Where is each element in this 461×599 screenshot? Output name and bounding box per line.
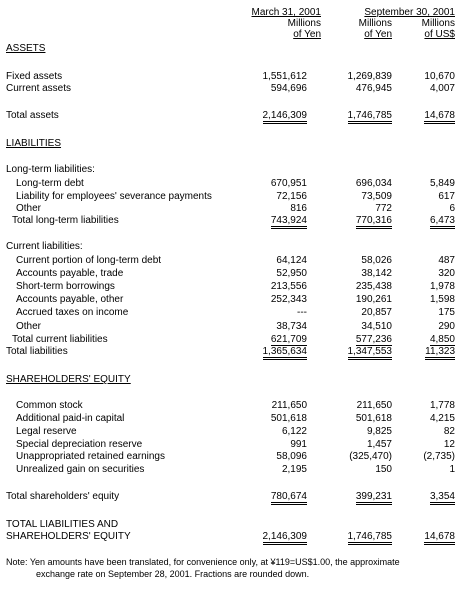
row-value-col3: 82 [443,426,455,437]
row-label: Current liabilities: [6,241,83,252]
row-label: Long-term debt [16,178,84,189]
row-label: Total current liabilities [12,334,108,345]
row-value-col1: 816 [290,203,307,214]
row-value-col3: 14,678 [400,531,455,545]
table-row [0,241,461,253]
table-row [0,400,461,412]
table-row [0,321,461,333]
row-label: Accrued taxes on income [16,307,129,318]
row-value-col3: 6,473 [400,215,455,229]
row-value-col2: 20,857 [361,307,392,318]
row-label: Liability for employees' severance payments [16,191,212,202]
row-value-col3: 12 [443,439,455,450]
row-value-col3: 617 [438,191,455,202]
section-heading [0,138,461,150]
row-value-col2: 770,316 [316,215,392,229]
col2-header [345,7,455,18]
table-row [0,439,461,451]
table-row [0,268,461,280]
table-row [0,203,461,215]
row-value-col2: 211,650 [356,400,392,411]
row-value-col3: 10,670 [424,71,455,82]
row-value-col2: (325,470) [349,451,392,462]
table-row [0,451,461,463]
row-label: Total shareholders' equity [6,491,120,502]
footnote-line1: Note: Yen amounts have been translated, for convenience only, at ¥119=US$1.00, the approximate [6,557,400,567]
row-value-col3: 1 [449,464,455,475]
col1-unit2: of Yen [293,29,321,40]
table-row [0,491,461,503]
row-value-col3: 1,778 [429,400,455,411]
row-value-col1: 211,650 [271,400,307,411]
table-row [0,413,461,425]
row-value-col3: 175 [438,307,455,318]
row-value-col3: 4,850 [429,334,455,345]
row-value-col2: 1,347,553 [316,346,392,360]
row-label: SHAREHOLDERS' EQUITY [6,531,131,542]
col2-units [316,18,392,40]
table-row [0,334,461,346]
row-value-col1: 621,709 [270,334,307,345]
row-label: ASSETS [6,43,46,54]
row-value-col1: 594,696 [270,83,307,94]
row-label: Total assets [6,110,59,121]
table-row [0,164,461,176]
row-value-col3: 14,678 [400,110,455,124]
section-heading [0,43,461,55]
table-row [0,215,461,227]
row-value-col1: 780,674 [231,491,307,505]
row-label: Special depreciation reserve [16,439,143,450]
row-label: Current assets [6,83,72,94]
col3-unit2: of US$ [424,29,455,40]
row-label: Fixed assets [6,71,63,82]
row-value-col2: 501,618 [355,413,392,424]
row-value-col2: 34,510 [361,321,392,332]
row-label: Long-term liabilities: [6,164,95,175]
row-value-col2: 235,438 [355,281,392,292]
row-value-col1: 38,734 [276,321,307,332]
row-value-col1: 670,951 [270,178,307,189]
row-label: Additional paid-in capital [16,413,125,424]
row-value-col3: 5,849 [429,178,455,189]
row-value-col1: 991 [290,439,307,450]
row-value-col2: 399,231 [316,491,392,505]
col1-unit1: Millions [287,18,321,29]
row-value-col2: 38,142 [361,268,392,279]
row-value-col3: 1,978 [429,281,455,292]
row-value-col2: 1,269,839 [347,71,392,82]
row-value-col1: 1,551,612 [262,71,307,82]
row-label: Accounts payable, trade [16,268,124,279]
row-value-col2: 73,509 [361,191,392,202]
table-row [0,464,461,476]
row-value-col2: 577,236 [355,334,392,345]
row-label: Total liabilities [6,346,68,357]
table-row [0,426,461,438]
row-value-col1: 6,122 [281,426,307,437]
table-row [0,531,461,543]
col3-unit1: Millions [421,18,455,29]
table-row [0,255,461,267]
col3-units [400,18,455,40]
row-label: Accounts payable, other [16,294,124,305]
row-value-col1: 1,365,634 [231,346,307,360]
row-value-col2: 150 [375,464,392,475]
row-value-col1: 743,924 [231,215,307,229]
row-value-col2: 58,026 [361,255,392,266]
row-value-col2: 476,945 [355,83,392,94]
row-value-col1: 2,195 [281,464,307,475]
row-label: TOTAL LIABILITIES AND [6,519,119,530]
row-value-col1: 252,343 [270,294,307,305]
row-value-col1: 501,618 [270,413,307,424]
table-row [0,83,461,95]
row-value-col2: 1,746,785 [316,531,392,545]
row-value-col3: 4,007 [429,83,455,94]
row-value-col1: --- [297,307,307,318]
col2-date: September 30, 2001 [364,7,455,18]
row-value-col2: 190,261 [355,294,392,305]
table-row [0,71,461,83]
section-heading [0,374,461,386]
col1-header [231,7,321,40]
row-value-col1: 213,556 [270,281,307,292]
table-row [0,110,461,122]
row-label: SHAREHOLDERS' EQUITY [6,374,131,385]
row-label: Other [16,203,42,214]
table-row [0,178,461,190]
row-value-col3: (2,735) [423,451,455,462]
row-value-col3: 6 [449,203,455,214]
row-value-col2: 9,825 [366,426,392,437]
col2-unit1: Millions [358,18,392,29]
row-label: Current portion of long-term debt [16,255,162,266]
row-value-col3: 3,354 [400,491,455,505]
row-value-col2: 772 [375,203,392,214]
row-value-col1: 58,096 [276,451,307,462]
row-value-col2: 1,746,785 [316,110,392,124]
row-value-col3: 487 [438,255,455,266]
row-label: LIABILITIES [6,138,62,149]
table-row [0,307,461,319]
row-value-col1: 64,124 [276,255,307,266]
row-value-col3: 4,215 [429,413,455,424]
row-value-col2: 696,034 [355,178,392,189]
row-label: Common stock [16,400,83,411]
row-label: Short-term borrowings [16,281,115,292]
table-row [0,346,461,358]
row-value-col3: 11,323 [400,346,455,360]
row-value-col1: 2,146,309 [231,110,307,124]
row-value-col3: 320 [438,268,455,279]
row-value-col1: 72,156 [276,191,307,202]
row-value-col3: 290 [438,321,455,332]
table-row [0,281,461,293]
row-value-col1: 2,146,309 [231,531,307,545]
row-label: Legal reserve [16,426,77,437]
row-value-col3: 1,598 [429,294,455,305]
col1-date: March 31, 2001 [251,7,321,18]
row-label: Total long-term liabilities [12,215,119,226]
col2-unit2: of Yen [364,29,392,40]
row-value-col2: 1,457 [366,439,392,450]
footnote-line2: exchange rate on September 28, 2001. Fractions are rounded down. [36,569,310,579]
row-label: Other [16,321,42,332]
footnote [6,556,456,580]
table-row [0,191,461,203]
row-value-col1: 52,950 [276,268,307,279]
row-label: Unappropriated retained earnings [16,451,165,462]
table-row [0,519,461,531]
row-label: Unrealized gain on securities [16,464,145,475]
table-row [0,294,461,306]
